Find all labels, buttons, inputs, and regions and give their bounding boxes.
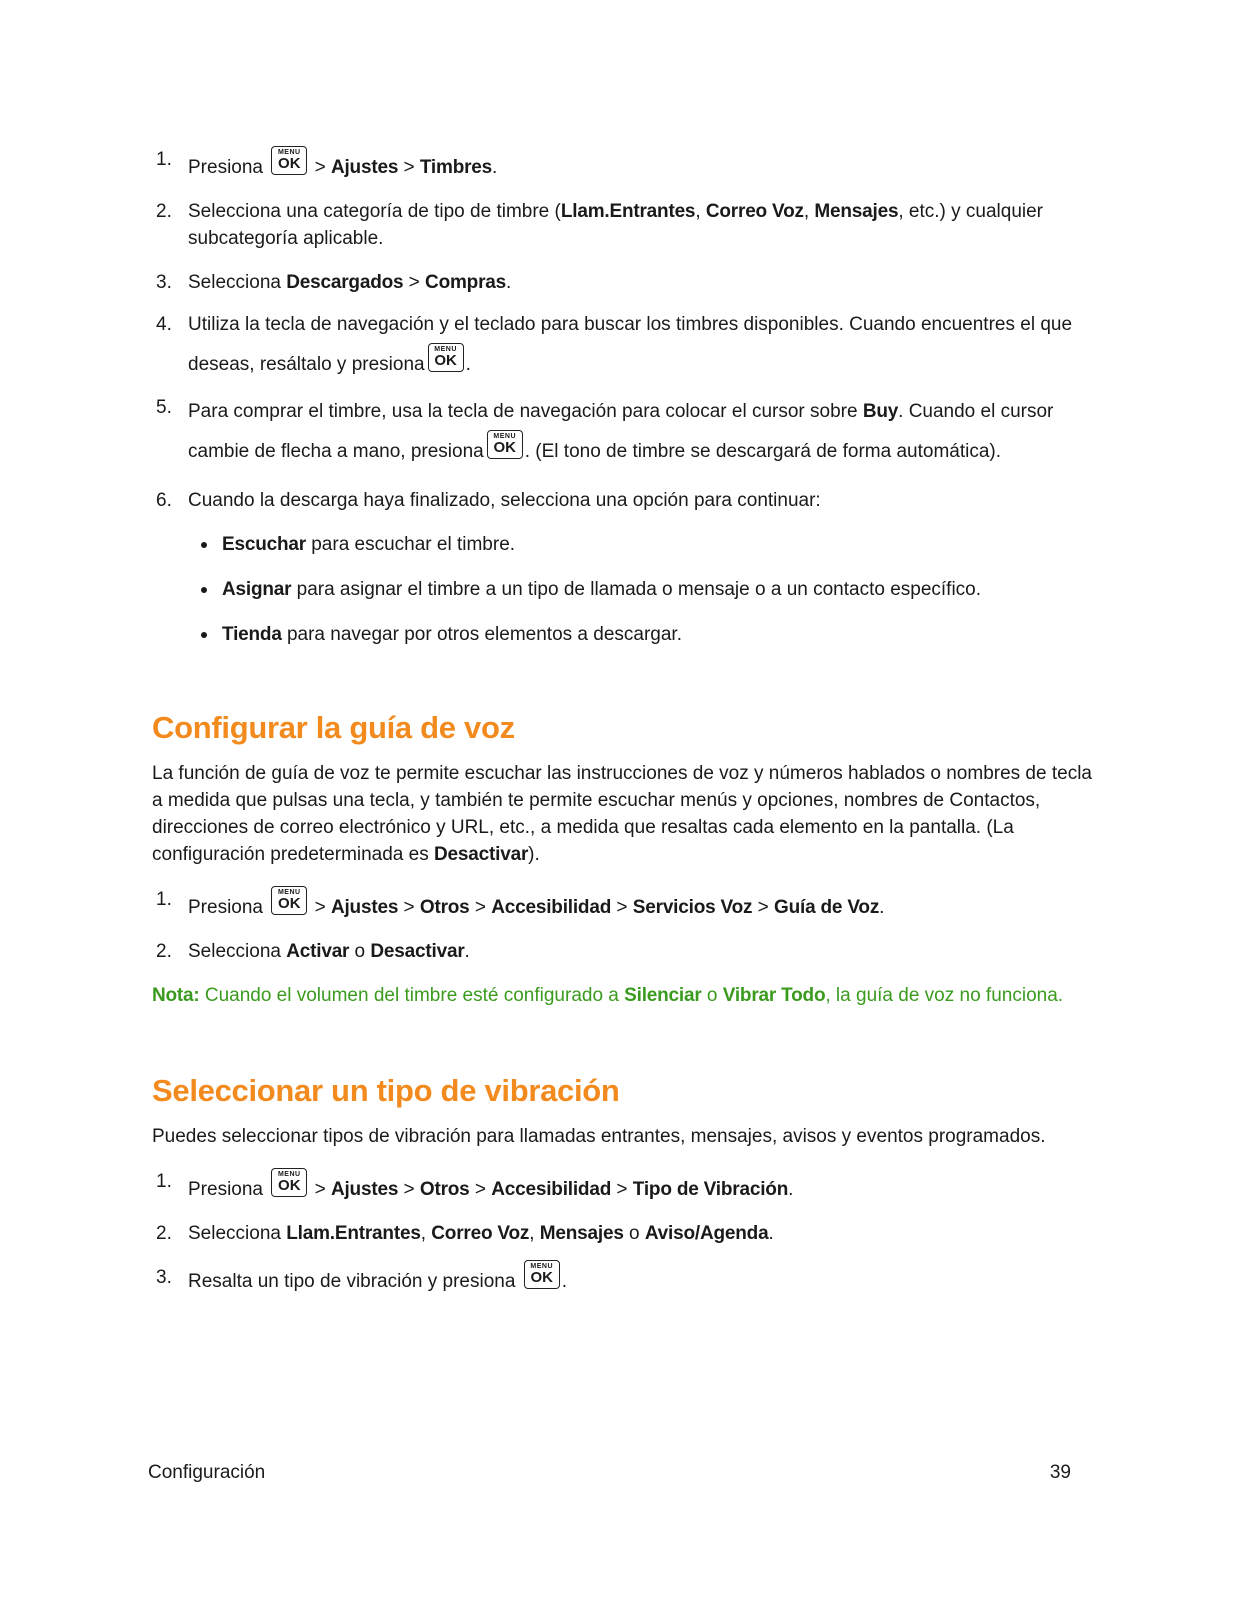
step-number: 2. xyxy=(156,1223,172,1244)
list-item: Asignar para asignar el timbre a un tipo de llamada o mensaje o a un contacto específico. xyxy=(152,576,1092,603)
step-number: 3. xyxy=(156,272,172,293)
page-footer xyxy=(148,1462,1071,1484)
menu-ok-key-icon: MENU OK xyxy=(524,1260,560,1289)
step-number: 2. xyxy=(156,201,172,222)
step-number: 6. xyxy=(156,490,172,511)
step-number: 2. xyxy=(156,941,172,962)
section-paragraph: Puedes seleccionar tipos de vibración para llamadas entrantes, mensajes, avisos y eventos programados. xyxy=(152,1126,1046,1147)
bullet-icon xyxy=(201,542,207,548)
list-item: 1. Presiona MENU OK > Ajustes > Otros > Accesibilidad > Tipo de Vibración. xyxy=(152,1168,1092,1203)
steps-list-guia-voz xyxy=(152,886,1092,965)
step-number: 1. xyxy=(156,1171,172,1192)
step-number: 1. xyxy=(156,149,172,170)
step-number: 4. xyxy=(156,314,172,335)
list-item: 2. Selecciona una categoría de tipo de timbre (Llam.Entrantes, Correo Voz, Mensajes, etc.) y cualquier subcategoría aplicable. xyxy=(152,198,1092,252)
list-item: 5. Para comprar el timbre, usa la tecla de navegación para colocar el cursor sobre Buy. Cuando el cursor cambie de flecha a mano, presiona MENU OK . (El tono de timbre se descargará de forma automática). xyxy=(152,394,1092,470)
footer-section-name: Configuración xyxy=(148,1462,266,1483)
list-item: Tienda para navegar por otros elementos a descargar. xyxy=(152,621,1092,648)
menu-ok-key-icon: MENU OK xyxy=(487,430,523,459)
options-bullet-list xyxy=(152,531,1092,648)
section-heading-vibracion: Seleccionar un tipo de vibración xyxy=(152,1073,620,1108)
page-content xyxy=(152,146,1092,1317)
list-item: 3. Resalta un tipo de vibración y presiona MENU OK . xyxy=(152,1260,1092,1300)
menu-ok-key-icon: MENU OK xyxy=(271,146,307,175)
list-item: 1. Presiona MENU OK > Ajustes > Timbres. xyxy=(152,146,1092,181)
note-paragraph: Nota: Cuando el volumen del timbre esté configurado a Silenciar o Vibrar Todo, la guía de voz no funciona. xyxy=(152,985,1064,1006)
menu-ok-key-icon: MENU OK xyxy=(271,1168,307,1197)
steps-list-timbres xyxy=(152,146,1092,514)
bullet-icon xyxy=(201,632,207,638)
list-item: 2. Selecciona Llam.Entrantes, Correo Voz, Mensajes o Aviso/Agenda. xyxy=(152,1220,1092,1247)
steps-list-vibracion xyxy=(152,1168,1092,1300)
list-item: 6. Cuando la descarga haya finalizado, selecciona una opción para continuar: xyxy=(152,487,1092,514)
bullet-icon xyxy=(201,587,207,593)
step-number: 5. xyxy=(156,397,172,418)
menu-ok-key-icon: MENU OK xyxy=(428,343,464,372)
section-paragraph: La función de guía de voz te permite escuchar las instrucciones de voz y números hablados o nombres de tecla a medida que pulsas una tecla, y también te permite escuchar menús y opciones, nombres de Contactos, direcciones de correo electrónico y URL, etc., a medida que resaltas cada elemento en la pantalla. (La configuración predeterminada es Desactivar). xyxy=(152,763,1092,865)
page-number: 39 xyxy=(1049,1462,1071,1483)
list-item: 2. Selecciona Activar o Desactivar. xyxy=(152,938,1092,965)
list-item: 4. Utiliza la tecla de navegación y el teclado para buscar los timbres disponibles. Cuando encuentres el que deseas, resáltalo y presiona MENU OK . xyxy=(152,307,1092,383)
menu-ok-key-icon: MENU OK xyxy=(271,886,307,915)
step-number: 1. xyxy=(156,889,172,910)
list-item: Escuchar para escuchar el timbre. xyxy=(152,531,1092,558)
list-item: 3. Selecciona Descargados > Compras. xyxy=(152,269,1092,296)
list-item: 1. Presiona MENU OK > Ajustes > Otros > Accesibilidad > Servicios Voz > Guía de Voz. xyxy=(152,886,1092,921)
section-heading-guia-voz: Configurar la guía de voz xyxy=(152,710,515,745)
step-number: 3. xyxy=(156,1267,172,1288)
